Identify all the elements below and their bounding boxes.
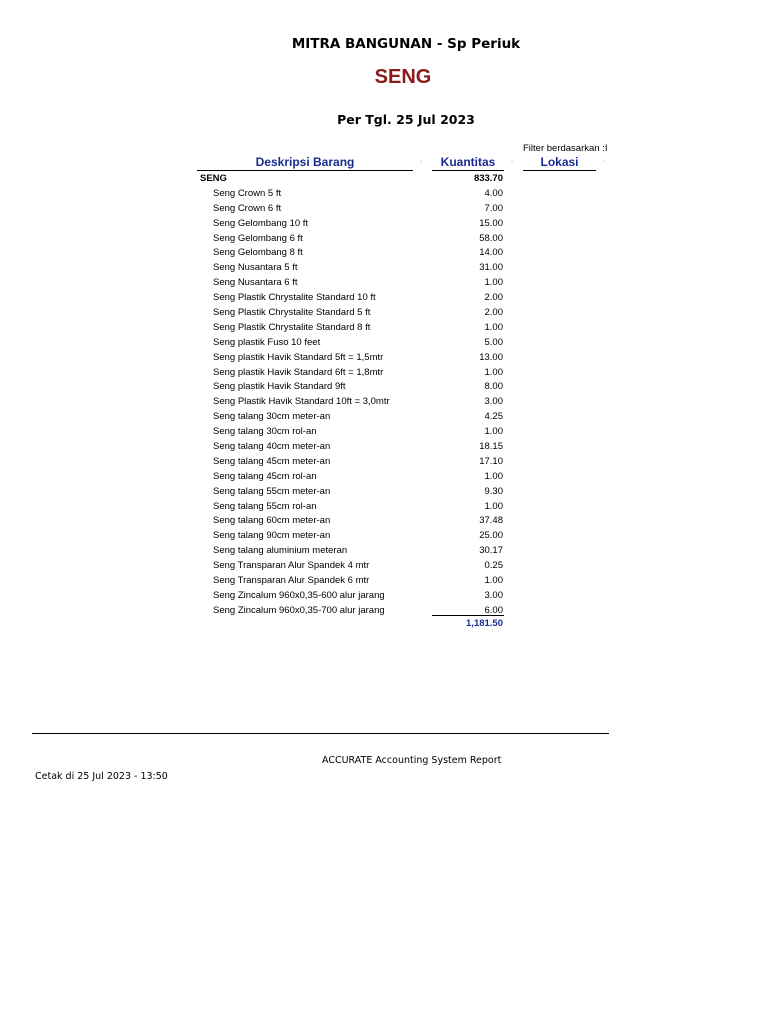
item-name: Seng Zincalum 960x0,35-600 alur jarang: [213, 589, 385, 601]
table-row: [197, 276, 507, 291]
item-name: Seng talang 30cm rol-an: [213, 426, 317, 438]
table-row: [197, 291, 507, 306]
table-row: [197, 589, 507, 604]
report-date: Per Tgl. 25 Jul 2023: [337, 112, 475, 127]
item-name: Seng talang 90cm meter-an: [213, 530, 331, 542]
table-row: [197, 514, 507, 529]
filter-label: Filter berdasarkan :I: [523, 143, 608, 154]
item-name: Seng Gelombang 8 ft: [213, 247, 303, 259]
table-row: [197, 202, 507, 217]
group-row: [197, 172, 507, 187]
item-name: Seng Nusantara 6 ft: [213, 277, 298, 289]
item-quantity: 3.00: [484, 589, 503, 601]
item-quantity: 13.00: [479, 351, 503, 363]
item-quantity: 1.00: [484, 366, 503, 378]
item-quantity: 17.10: [479, 455, 503, 467]
item-name: Seng plastik Havik Standard 6ft = 1,8mtr: [213, 366, 384, 378]
item-name: Seng talang aluminium meteran: [213, 545, 348, 557]
item-quantity: 4.00: [484, 187, 503, 199]
item-quantity: 1.00: [484, 470, 503, 482]
item-name: Seng talang 45cm meter-an: [213, 455, 331, 467]
table-row: [197, 604, 507, 619]
footer-print-time: Cetak di 25 Jul 2023 - 13:50: [35, 771, 168, 782]
item-quantity: 14.00: [479, 247, 503, 259]
item-name: Seng Crown 6 ft: [213, 202, 282, 214]
item-name: Seng plastik Fuso 10 feet: [213, 336, 321, 348]
item-name: Seng Zincalum 960x0,35-700 alur jarang: [213, 604, 385, 616]
item-name: Seng Gelombang 10 ft: [213, 217, 309, 229]
table-row: [197, 455, 507, 470]
table-row: [197, 500, 507, 515]
table-row: [197, 321, 507, 336]
total-divider: [432, 615, 504, 616]
group-quantity: 833.70: [473, 173, 503, 184]
item-name: Seng Plastik Chrystalite Standard 8 ft: [213, 321, 371, 333]
item-quantity: 18.15: [479, 441, 503, 453]
group-name: SENG: [200, 173, 227, 184]
item-name: Seng plastik Havik Standard 9ft: [213, 381, 346, 393]
table-row: [197, 395, 507, 410]
table-row: [197, 232, 507, 247]
table-row: [197, 574, 507, 589]
item-name: Seng talang 55cm rol-an: [213, 500, 317, 512]
item-name: Seng talang 45cm rol-an: [213, 470, 317, 482]
table-row: [197, 351, 507, 366]
item-quantity: 0.25: [484, 560, 503, 572]
table-row: [197, 380, 507, 395]
item-name: Seng Gelombang 6 ft: [213, 232, 303, 244]
column-header-location[interactable]: Lokasi: [523, 155, 596, 171]
item-name: Seng talang 30cm meter-an: [213, 411, 331, 423]
item-quantity: 8.00: [484, 381, 503, 393]
item-quantity: 25.00: [479, 530, 503, 542]
item-name: Seng Plastik Havik Standard 10ft = 3,0mtr: [213, 396, 390, 408]
report-table-body: [197, 172, 507, 619]
item-name: Seng Crown 5 ft: [213, 187, 282, 199]
item-quantity: 1.00: [484, 321, 503, 333]
company-name: MITRA BANGUNAN - Sp Periuk: [291, 36, 521, 52]
item-quantity: 2.00: [484, 307, 503, 319]
item-quantity: 1.00: [484, 500, 503, 512]
table-row: [197, 470, 507, 485]
item-quantity: 3.00: [484, 396, 503, 408]
item-quantity: 1.00: [484, 277, 503, 289]
table-row: [197, 336, 507, 351]
table-row: [197, 559, 507, 574]
item-quantity: 37.48: [479, 515, 503, 527]
item-name: Seng Nusantara 5 ft: [213, 262, 298, 274]
table-row: [197, 261, 507, 276]
item-quantity: 1.00: [484, 575, 503, 587]
item-quantity: 30.17: [479, 545, 503, 557]
item-quantity: 4.25: [484, 411, 503, 423]
item-quantity: 58.00: [479, 232, 503, 244]
item-quantity: 7.00: [484, 202, 503, 214]
table-row: [197, 306, 507, 321]
item-name: Seng talang 55cm meter-an: [213, 485, 331, 497]
item-name: Seng Transparan Alur Spandek 4 mtr: [213, 560, 370, 572]
table-row: [197, 485, 507, 500]
table-row: [197, 187, 507, 202]
table-row: [197, 440, 507, 455]
item-quantity: 6.00: [484, 604, 503, 616]
item-quantity: 9.30: [484, 485, 503, 497]
footer-divider: [32, 733, 609, 734]
item-list: [197, 187, 507, 619]
table-row: [197, 246, 507, 261]
table-row: [197, 529, 507, 544]
sort-indicator-icon[interactable]: ◦: [602, 158, 607, 166]
grand-total: 1,181.50: [466, 618, 503, 629]
column-header-quantity[interactable]: Kuantitas: [432, 155, 504, 171]
sort-indicator-icon[interactable]: ◦: [510, 158, 515, 166]
item-name: Seng talang 40cm meter-an: [213, 441, 331, 453]
item-name: Seng Plastik Chrystalite Standard 10 ft: [213, 292, 376, 304]
item-quantity: 2.00: [484, 292, 503, 304]
column-header-description[interactable]: Deskripsi Barang: [197, 155, 413, 171]
item-name: Seng plastik Havik Standard 5ft = 1,5mtr: [213, 351, 384, 363]
sort-indicator-icon[interactable]: ◦: [419, 158, 424, 166]
table-row: [197, 366, 507, 381]
footer-app-name: ACCURATE Accounting System Report: [322, 755, 502, 766]
item-name: Seng Plastik Chrystalite Standard 5 ft: [213, 307, 371, 319]
table-row: [197, 544, 507, 559]
item-name: Seng talang 60cm meter-an: [213, 515, 331, 527]
item-quantity: 5.00: [484, 336, 503, 348]
table-row: [197, 217, 507, 232]
item-name: Seng Transparan Alur Spandek 6 mtr: [213, 575, 370, 587]
item-quantity: 31.00: [479, 262, 503, 274]
report-title: SENG: [374, 66, 432, 88]
item-quantity: 1.00: [484, 426, 503, 438]
table-row: [197, 425, 507, 440]
item-quantity: 15.00: [479, 217, 503, 229]
table-row: [197, 410, 507, 425]
